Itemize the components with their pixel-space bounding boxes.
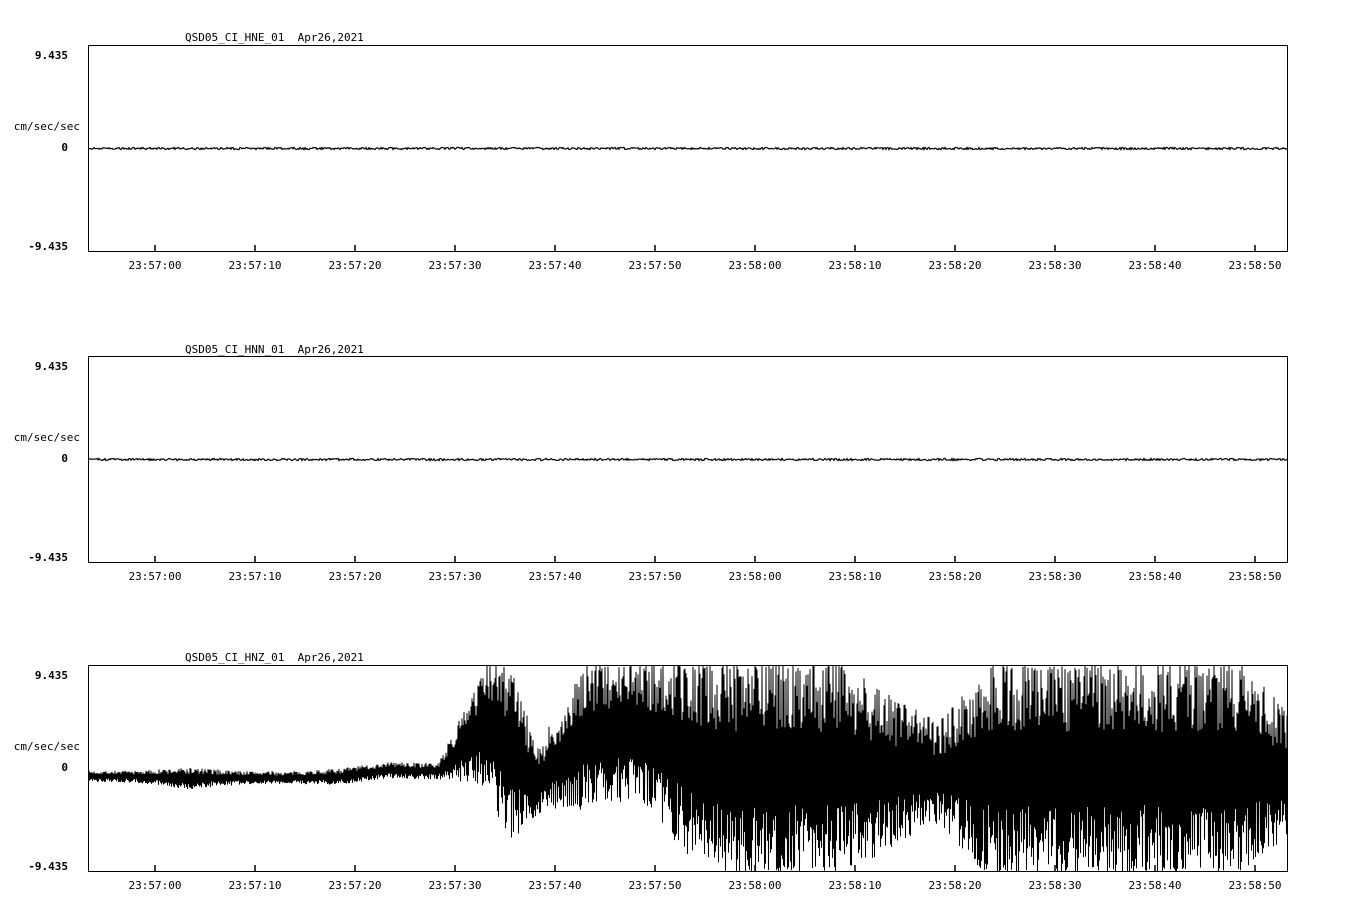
y-axis-units-label-hne: cm/sec/sec <box>13 120 80 133</box>
trace-panel-hnn <box>0 305 1358 605</box>
x-tick-hnn-7: 23:58:10 <box>828 570 882 583</box>
x-tick-hne-10: 23:58:40 <box>1128 259 1182 272</box>
x-tick-hnz-9: 23:58:30 <box>1028 879 1082 892</box>
y-axis-max-label-hnz: 9.435 <box>34 669 68 682</box>
x-tick-hnz-7: 23:58:10 <box>828 879 882 892</box>
x-tick-hnn-4: 23:57:40 <box>528 570 582 583</box>
x-tick-hnz-0: 23:57:00 <box>128 879 182 892</box>
trace-line-hnn <box>88 356 1288 563</box>
x-tick-hne-9: 23:58:30 <box>1028 259 1082 272</box>
x-tick-hnn-1: 23:57:10 <box>228 570 282 583</box>
x-tick-hnn-0: 23:57:00 <box>128 570 182 583</box>
y-axis-max-label-hnn: 9.435 <box>34 360 68 373</box>
plot-title-hnz: QSD05_CI_HNZ_01 Apr26,2021 <box>185 651 364 664</box>
x-tick-hnz-6: 23:58:00 <box>728 879 782 892</box>
x-tick-hne-8: 23:58:20 <box>928 259 982 272</box>
x-tick-hnn-11: 23:58:50 <box>1228 570 1282 583</box>
x-tick-hnz-8: 23:58:20 <box>928 879 982 892</box>
x-tick-hnz-4: 23:57:40 <box>528 879 582 892</box>
x-tick-hnn-10: 23:58:40 <box>1128 570 1182 583</box>
x-tick-hne-2: 23:57:20 <box>328 259 382 272</box>
x-tick-hnn-6: 23:58:00 <box>728 570 782 583</box>
x-tick-hne-4: 23:57:40 <box>528 259 582 272</box>
x-tick-hnz-1: 23:57:10 <box>228 879 282 892</box>
x-tick-hnn-2: 23:57:20 <box>328 570 382 583</box>
x-tick-hne-6: 23:58:00 <box>728 259 782 272</box>
x-tick-hne-7: 23:58:10 <box>828 259 882 272</box>
x-tick-hnz-3: 23:57:30 <box>428 879 482 892</box>
plot-title-hne: QSD05_CI_HNE_01 Apr26,2021 <box>185 31 364 44</box>
y-axis-min-label-hnn: -9.435 <box>28 551 68 564</box>
x-tick-hnz-10: 23:58:40 <box>1128 879 1182 892</box>
x-tick-hnz-5: 23:57:50 <box>628 879 682 892</box>
y-axis-units-label-hnz: cm/sec/sec <box>13 740 80 753</box>
trace-panel-hnz <box>0 615 1358 924</box>
trace-panel-hne <box>0 0 1358 300</box>
y-axis-min-label-hnz: -9.435 <box>28 860 68 873</box>
y-axis-zero-label-hnn: 0 <box>61 452 68 465</box>
x-tick-hne-5: 23:57:50 <box>628 259 682 272</box>
x-tick-hnn-9: 23:58:30 <box>1028 570 1082 583</box>
x-tick-hne-0: 23:57:00 <box>128 259 182 272</box>
x-tick-hnn-5: 23:57:50 <box>628 570 682 583</box>
x-tick-hnn-3: 23:57:30 <box>428 570 482 583</box>
x-tick-hnn-8: 23:58:20 <box>928 570 982 583</box>
trace-line-hne <box>88 45 1288 252</box>
y-axis-zero-label-hnz: 0 <box>61 761 68 774</box>
y-axis-max-label-hne: 9.435 <box>34 49 68 62</box>
x-tick-hnz-2: 23:57:20 <box>328 879 382 892</box>
plot-title-hnn: QSD05_CI_HNN_01 Apr26,2021 <box>185 343 364 356</box>
y-axis-zero-label-hne: 0 <box>61 141 68 154</box>
x-tick-hnz-11: 23:58:50 <box>1228 879 1282 892</box>
x-tick-hne-1: 23:57:10 <box>228 259 282 272</box>
x-tick-hne-3: 23:57:30 <box>428 259 482 272</box>
y-axis-min-label-hne: -9.435 <box>28 240 68 253</box>
trace-line-hnz <box>88 665 1288 872</box>
y-axis-units-label-hnn: cm/sec/sec <box>13 431 80 444</box>
x-tick-hne-11: 23:58:50 <box>1228 259 1282 272</box>
